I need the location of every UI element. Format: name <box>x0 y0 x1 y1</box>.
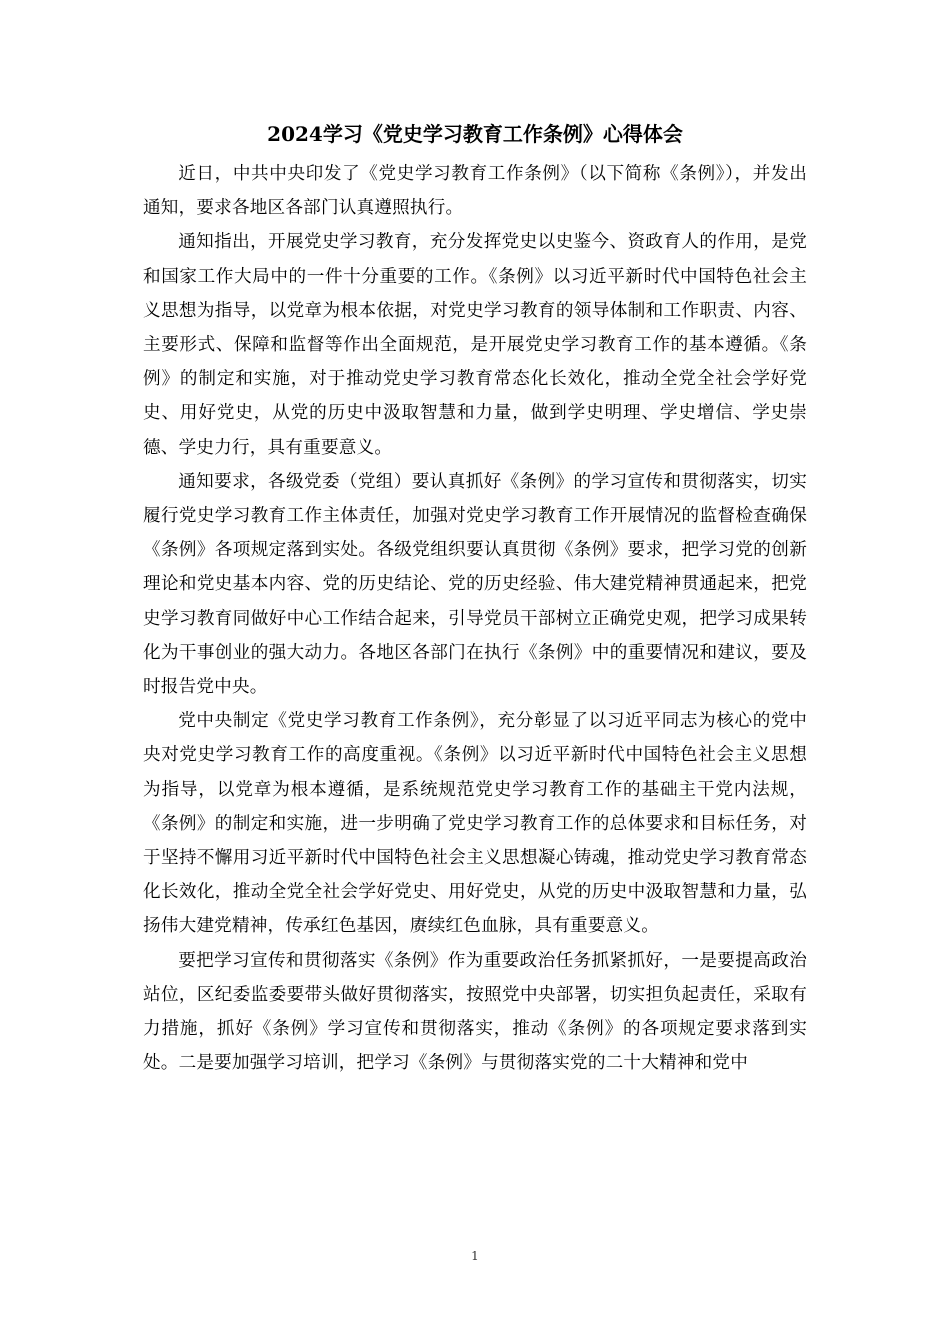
document-body <box>143 157 807 1080</box>
paragraph-1: 近日，中共中央印发了《党史学习教育工作条例》（以下简称《条例》），并发出通知，要求各地区各部门认真遵照执行。 <box>143 164 807 219</box>
paragraph-3: 通知要求，各级党委（党组）要认真抓好《条例》的学习宣传和贯彻落实，切实履行党史学习教育工作主体责任，加强对党史学习教育工作开展情况的监督检查确保《条例》各项规定落到实处。各级党组织要认真贯彻《条例》要求，把学习党的创新理论和党史基本内容、党的历史结论、党的历史经验、伟大建党精神贯通起来，把党史学习教育同做好中心工作结合起来，引导党员干部树立正确党史观，把学习成果转化为干事创业的强大动力。各地区各部门在执行《条例》中的重要情况和建议，要及时报告党中央。 <box>143 471 807 698</box>
paragraph-2: 通知指出，开展党史学习教育，充分发挥党史以史鉴今、资政育人的作用，是党和国家工作大局中的一件十分重要的工作。《条例》以习近平新时代中国特色社会主义思想为指导，以党章为根本依据，对党史学习教育的领导体制和工作职责、内容、主要形式、保障和监督等作出全面规范，是开展党史学习教育工作的基本遵循。《条例》的制定和实施，对于推动党史学习教育常态化长效化，推动全党全社会学好党史、用好党史，从党的历史中汲取智慧和力量，做到学史明理、学史增信、学史崇德、学史力行，具有重要意义。 <box>143 232 807 458</box>
document-title: 2024学习《党史学习教育工作条例》心得体会 <box>267 122 683 146</box>
page-number: 1 <box>471 1249 479 1263</box>
paragraph-5: 要把学习宣传和贯彻落实《条例》作为重要政治任务抓紧抓好，一是要提高政治站位，区纪委监委要带头做好贯彻落实，按照党中央部署，切实担负起责任，采取有力措施，抓好《条例》学习宣传和贯彻落实，推动《条例》的各项规定要求落到实处。二是要加强学习培训，把学习《条例》与贯彻落实党的二十大精神和党中 <box>143 950 807 1074</box>
paragraph-4: 党中央制定《党史学习教育工作条例》，充分彰显了以习近平同志为核心的党中央对党史学习教育工作的高度重视。《条例》以习近平新时代中国特色社会主义思想为指导，以党章为根本遵循，是系统规范党史学习教育工作的基础主干党内法规，《条例》的制定和实施，进一步明确了党史学习教育工作的总体要求和目标任务，对于坚持不懈用习近平新时代中国特色社会主义思想凝心铸魂，推动党史学习教育常态化长效化，推动全党全社会学好党史、用好党史，从党的历史中汲取智慧和力量，弘扬伟大建党精神，传承红色基因，赓续红色血脉，具有重要意义。 <box>143 711 807 937</box>
